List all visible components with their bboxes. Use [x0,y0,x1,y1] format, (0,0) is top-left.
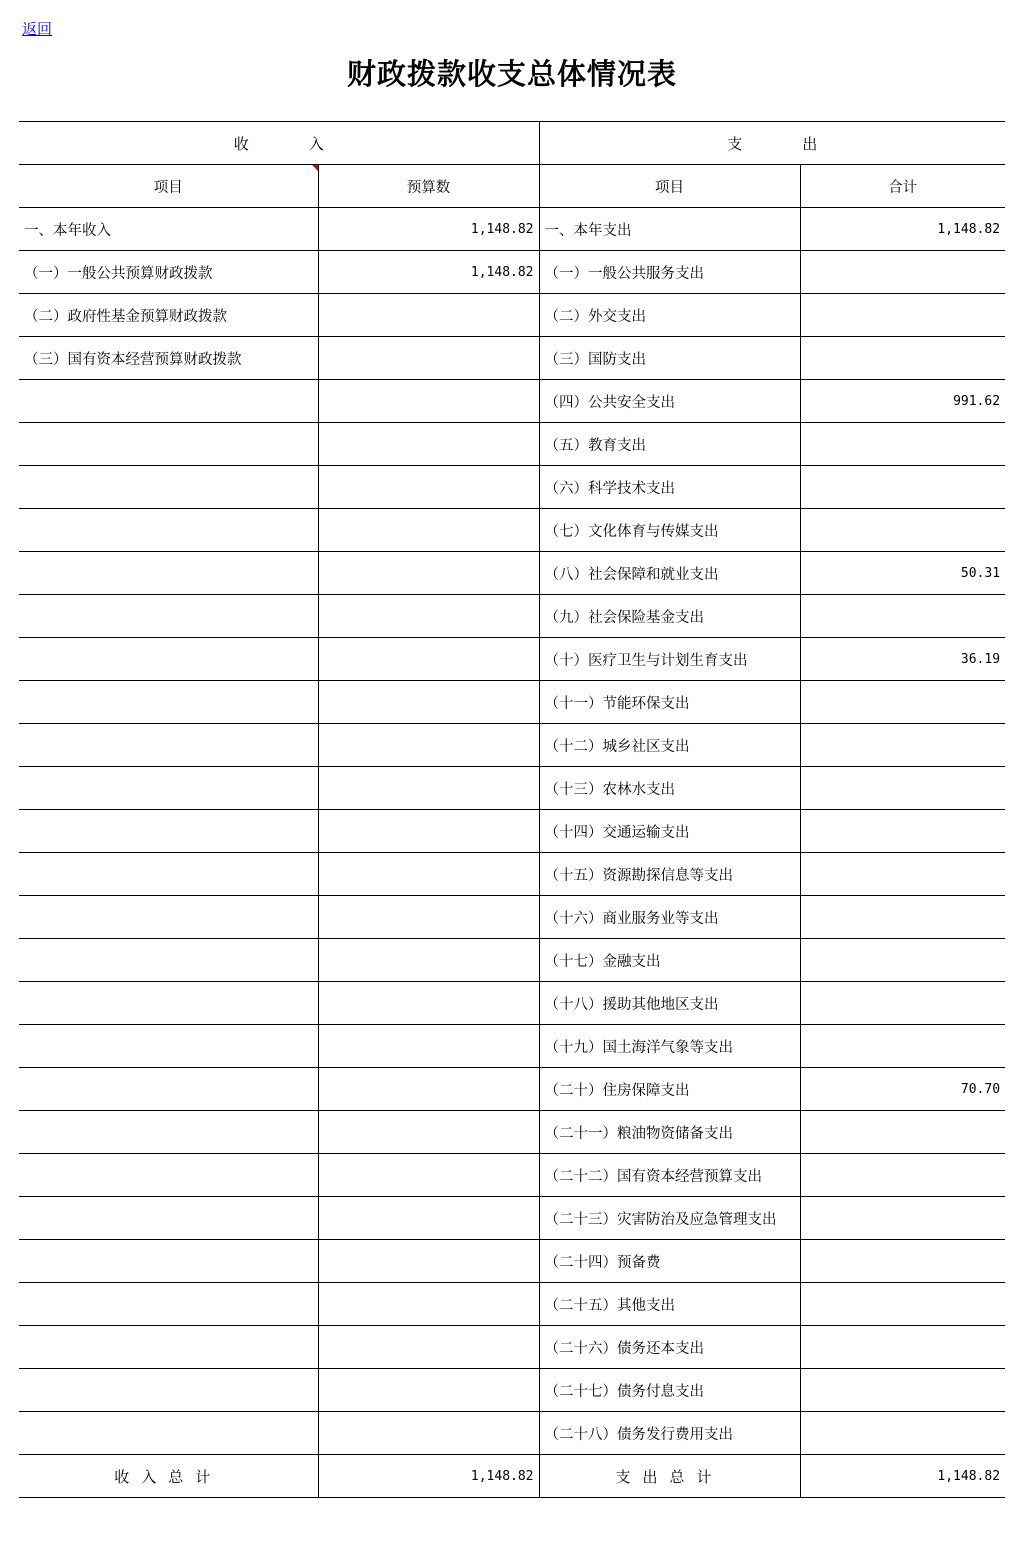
expense-value-cell [800,509,1005,552]
table-row [19,208,1005,251]
expense-item-cell: （二十三）灾害防治及应急管理支出 [539,1197,800,1240]
expense-item-header: 项目 [539,165,800,208]
income-item-cell [19,939,318,982]
income-value-cell [318,466,539,509]
expense-value-cell [800,896,1005,939]
income-total-value: 1,148.82 [318,1455,539,1498]
income-value-cell [318,638,539,681]
expense-value-cell [800,251,1005,294]
income-item-cell [19,638,318,681]
table-row [19,1197,1005,1240]
expense-value-cell [800,1412,1005,1455]
expense-value-cell: 70.70 [800,1068,1005,1111]
expense-item-cell: （十五）资源勘探信息等支出 [539,853,800,896]
expense-item-cell: （二十）住房保障支出 [539,1068,800,1111]
income-value-cell [318,681,539,724]
table-row [19,1240,1005,1283]
table-row [19,767,1005,810]
table-row [19,1326,1005,1369]
income-item-cell [19,1283,318,1326]
expense-item-cell: （六）科学技术支出 [539,466,800,509]
expense-total-label: 支出总计 [539,1455,800,1498]
expense-item-cell: （十四）交通运输支出 [539,810,800,853]
expense-item-cell: （十）医疗卫生与计划生育支出 [539,638,800,681]
income-item-cell: 一、本年收入 [19,208,318,251]
income-value-cell [318,337,539,380]
income-budget-header: 预算数 [318,165,539,208]
expense-value-cell [800,853,1005,896]
income-item-cell [19,1197,318,1240]
expense-item-cell: （二十一）粮油物资储备支出 [539,1111,800,1154]
expense-value-cell [800,294,1005,337]
table-row [19,1412,1005,1455]
income-item-cell [19,810,318,853]
income-value-cell [318,294,539,337]
table-row [19,810,1005,853]
expense-item-cell: （十九）国土海洋气象等支出 [539,1025,800,1068]
column-header-row [19,165,1005,208]
income-item-cell [19,896,318,939]
expense-item-cell: （三）国防支出 [539,337,800,380]
expense-section-header: 支 出 [539,122,1005,165]
income-item-cell [19,767,318,810]
income-value-cell [318,724,539,767]
income-item-cell [19,1240,318,1283]
expense-item-cell: （二十二）国有资本经营预算支出 [539,1154,800,1197]
income-item-cell: （一）一般公共预算财政拨款 [19,251,318,294]
expense-value-cell: 1,148.82 [800,208,1005,251]
income-item-cell [19,380,318,423]
income-item-cell [19,1111,318,1154]
income-item-header-label: 项目 [153,179,183,196]
income-value-cell [318,552,539,595]
income-value-cell [318,509,539,552]
income-value-cell [318,1154,539,1197]
expense-item-cell: （七）文化体育与传媒支出 [539,509,800,552]
income-item-cell [19,1025,318,1068]
expense-value-cell [800,767,1005,810]
table-row [19,337,1005,380]
income-value-cell [318,1025,539,1068]
income-item-cell [19,509,318,552]
expense-value-cell [800,1326,1005,1369]
totals-row [19,1455,1005,1498]
table-row [19,380,1005,423]
table-row [19,681,1005,724]
expense-item-cell: （二十八）债务发行费用支出 [539,1412,800,1455]
income-item-cell [19,1068,318,1111]
income-value-cell [318,853,539,896]
expense-value-cell [800,724,1005,767]
income-value-cell: 1,148.82 [318,251,539,294]
income-value-cell [318,1326,539,1369]
income-value-cell [318,1111,539,1154]
expense-value-cell [800,1025,1005,1068]
table-row [19,294,1005,337]
expense-value-cell [800,1154,1005,1197]
income-value-cell [318,380,539,423]
income-value-cell [318,939,539,982]
expense-value-cell [800,1240,1005,1283]
comment-marker-icon [312,165,319,172]
income-item-cell [19,595,318,638]
income-value-cell [318,767,539,810]
expense-item-cell: （十二）城乡社区支出 [539,724,800,767]
expense-value-cell [800,1111,1005,1154]
income-value-cell [318,1068,539,1111]
expense-value-cell [800,939,1005,982]
table-row [19,1154,1005,1197]
expense-total-value: 1,148.82 [800,1455,1005,1498]
expense-value-cell [800,466,1005,509]
expense-item-cell: （九）社会保险基金支出 [539,595,800,638]
table-row [19,595,1005,638]
expense-value-cell: 50.31 [800,552,1005,595]
expense-value-cell [800,337,1005,380]
income-section-header: 收 入 [19,122,539,165]
expense-total-header: 合计 [800,165,1005,208]
income-value-cell [318,1197,539,1240]
income-value-cell [318,595,539,638]
expense-item-cell: （八）社会保障和就业支出 [539,552,800,595]
income-item-cell [19,1369,318,1412]
expense-item-cell: （十一）节能环保支出 [539,681,800,724]
income-item-cell [19,982,318,1025]
income-item-cell [19,681,318,724]
income-item-cell: （二）政府性基金预算财政拨款 [19,294,318,337]
expense-item-cell: （二十七）债务付息支出 [539,1369,800,1412]
table-row [19,1025,1005,1068]
income-value-cell [318,896,539,939]
expense-value-cell: 36.19 [800,638,1005,681]
table-row [19,724,1005,767]
income-item-cell [19,466,318,509]
income-value-cell [318,1369,539,1412]
table-row [19,939,1005,982]
expense-value-cell [800,1197,1005,1240]
back-link[interactable]: 返回 [22,20,53,38]
expense-value-cell [800,1369,1005,1412]
table-row [19,896,1005,939]
income-item-cell [19,423,318,466]
expense-item-cell: （二十五）其他支出 [539,1283,800,1326]
income-value-cell: 1,148.82 [318,208,539,251]
section-header-row [19,122,1005,165]
income-item-header [19,165,318,208]
expense-value-cell [800,681,1005,724]
table-row [19,982,1005,1025]
income-item-cell [19,853,318,896]
table-row [19,1369,1005,1412]
table-row [19,853,1005,896]
expense-value-cell [800,423,1005,466]
table-row [19,1283,1005,1326]
income-item-cell: （三）国有资本经营预算财政拨款 [19,337,318,380]
table-row [19,552,1005,595]
expense-item-cell: （二）外交支出 [539,294,800,337]
expense-value-cell [800,1283,1005,1326]
income-value-cell [318,1412,539,1455]
table-row [19,509,1005,552]
expense-value-cell: 991.62 [800,380,1005,423]
expense-item-cell: （十八）援助其他地区支出 [539,982,800,1025]
expense-item-cell: 一、本年支出 [539,208,800,251]
page-title: 财政拨款收支总体情况表 [346,57,677,91]
expense-item-cell: （四）公共安全支出 [539,380,800,423]
table-row [19,1068,1005,1111]
expense-value-cell [800,810,1005,853]
income-item-cell [19,1326,318,1369]
table-row [19,423,1005,466]
income-value-cell [318,982,539,1025]
expense-item-cell: （十三）农林水支出 [539,767,800,810]
income-value-cell [318,423,539,466]
table-row [19,466,1005,509]
income-value-cell [318,1240,539,1283]
income-value-cell [318,1283,539,1326]
income-item-cell [19,552,318,595]
income-value-cell [318,810,539,853]
expense-item-cell: （二十六）债务还本支出 [539,1326,800,1369]
expense-item-cell: （十七）金融支出 [539,939,800,982]
expense-item-cell: （一）一般公共服务支出 [539,251,800,294]
table-row [19,251,1005,294]
budget-table [19,121,1005,1498]
table-row [19,638,1005,681]
expense-value-cell [800,595,1005,638]
income-item-cell [19,1154,318,1197]
expense-item-cell: （十六）商业服务业等支出 [539,896,800,939]
expense-item-cell: （二十四）预备费 [539,1240,800,1283]
expense-value-cell [800,982,1005,1025]
expense-item-cell: （五）教育支出 [539,423,800,466]
income-total-label: 收入总计 [19,1455,318,1498]
table-row [19,1111,1005,1154]
income-item-cell [19,1412,318,1455]
income-item-cell [19,724,318,767]
